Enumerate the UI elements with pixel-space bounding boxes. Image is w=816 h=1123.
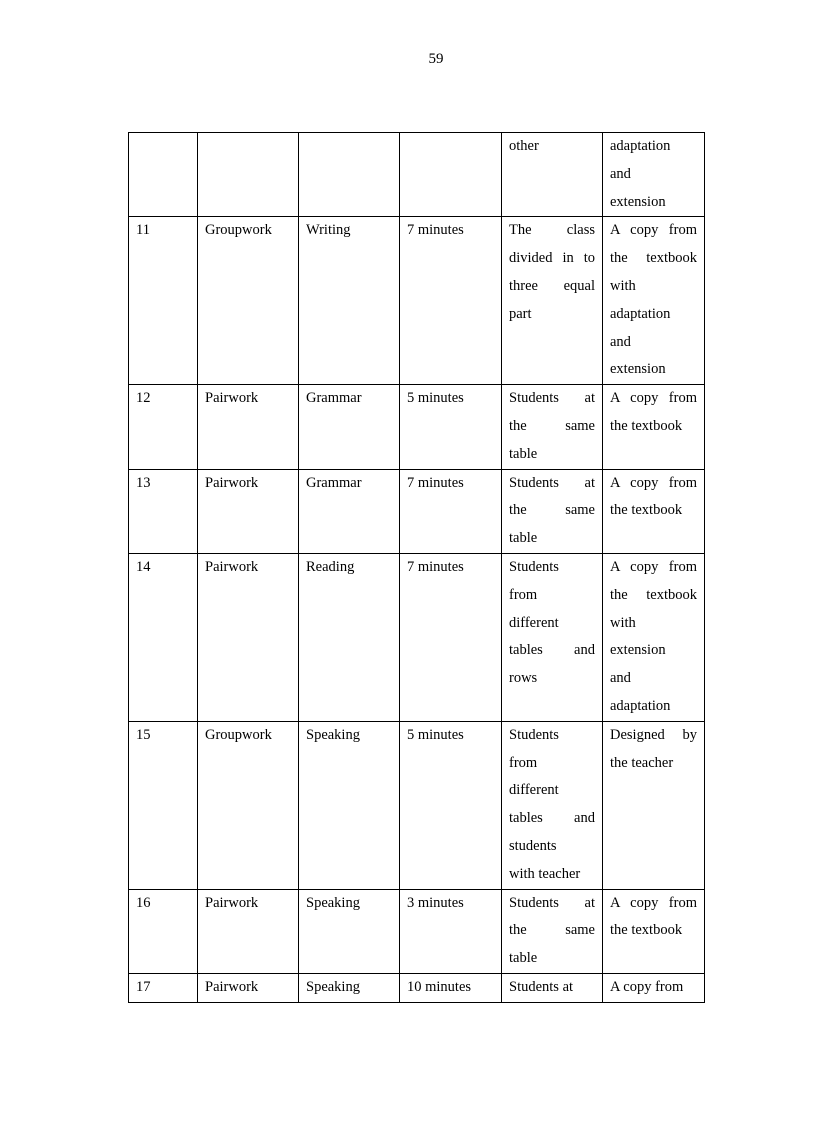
cell-text-line: the textbook xyxy=(610,922,683,939)
cell-number: 15 xyxy=(129,721,198,889)
cell-time: 7 minutes xyxy=(400,217,502,385)
cell-text-line: A copy from xyxy=(610,390,697,407)
cell-seating xyxy=(502,469,603,553)
cell-skill: Grammar xyxy=(299,469,400,553)
cell-text-line: Students at xyxy=(509,390,595,407)
cell-skill: Writing xyxy=(299,217,400,385)
cell-text-line: other xyxy=(509,138,539,154)
cell-interaction-form xyxy=(198,133,299,217)
cell-text-line: Students at xyxy=(509,894,595,911)
cell-text-line: A copy from xyxy=(610,978,684,995)
cell-text-line: with teacher xyxy=(509,865,581,882)
cell-text-line: the teacher xyxy=(610,754,674,771)
page-number: 59 xyxy=(428,51,444,67)
cell-seating xyxy=(502,553,603,721)
cell-text-line: Designed by xyxy=(610,726,697,743)
cell-text-line: and xyxy=(610,165,631,182)
cell-text-line: extension xyxy=(610,361,666,378)
cell-time: 7 minutes xyxy=(400,469,502,553)
cell-text-line: adaptation xyxy=(610,697,671,714)
cell-text-line: from xyxy=(509,586,538,603)
cell-text-line: with xyxy=(610,614,636,631)
cell-material xyxy=(603,973,705,1002)
cell-interaction-form: Groupwork xyxy=(198,721,299,889)
cell-text-line: Students xyxy=(509,558,559,575)
cell-seating xyxy=(502,133,603,217)
cell-time: 5 minutes xyxy=(400,721,502,889)
table-row xyxy=(129,553,705,721)
cell-text-line: the textbook xyxy=(610,417,683,434)
cell-text-line: A copy from xyxy=(610,222,697,239)
cell-text-line: Students at xyxy=(509,474,595,491)
cell-material xyxy=(603,133,705,217)
cell-skill: Speaking xyxy=(299,973,400,1002)
cell-number: 12 xyxy=(129,385,198,469)
cell-seating xyxy=(502,385,603,469)
cell-skill: Grammar xyxy=(299,385,400,469)
cell-seating xyxy=(502,217,603,385)
cell-text-line: adaptation xyxy=(610,305,671,322)
cell-material xyxy=(603,469,705,553)
cell-text-line: The class xyxy=(509,222,595,239)
cell-text-line: the same xyxy=(509,922,595,939)
cell-number: 16 xyxy=(129,889,198,973)
cell-text-line: A copy from xyxy=(610,894,697,911)
cell-text-line: different xyxy=(509,782,559,799)
cell-material xyxy=(603,721,705,889)
cell-text-line: extension xyxy=(610,642,666,659)
cell-material xyxy=(603,553,705,721)
cell-text-line: different xyxy=(509,614,559,631)
cell-text-line: tables and xyxy=(509,810,595,827)
cell-text-line: the textbook xyxy=(610,502,683,519)
cell-text-line: the textbook xyxy=(610,586,697,603)
cell-text-line: the textbook xyxy=(610,250,697,267)
cell-interaction-form: Pairwork xyxy=(198,889,299,973)
table-body xyxy=(129,133,705,1003)
cell-interaction-form: Pairwork xyxy=(198,385,299,469)
cell-material xyxy=(603,385,705,469)
activity-table xyxy=(128,132,705,1003)
cell-text-line: and xyxy=(610,333,631,350)
cell-number: 14 xyxy=(129,553,198,721)
cell-text-line: and xyxy=(610,670,631,687)
cell-text-line: table xyxy=(509,530,538,547)
cell-text-line: adaptation xyxy=(610,138,671,154)
cell-text-line: A copy from xyxy=(610,558,697,575)
table-row xyxy=(129,721,705,889)
cell-seating xyxy=(502,973,603,1002)
cell-text-line: from xyxy=(509,754,538,771)
cell-material xyxy=(603,889,705,973)
cell-time: 7 minutes xyxy=(400,553,502,721)
cell-time: 5 minutes xyxy=(400,385,502,469)
cell-text-line: table xyxy=(509,445,538,462)
cell-text-line: three equal xyxy=(509,277,595,294)
cell-text-line: Students at xyxy=(509,978,574,995)
cell-number: 11 xyxy=(129,217,198,385)
table-row xyxy=(129,385,705,469)
cell-number: 17 xyxy=(129,973,198,1002)
cell-number xyxy=(129,133,198,217)
cell-text-line: the same xyxy=(509,502,595,519)
table-row xyxy=(129,973,705,1002)
cell-interaction-form: Pairwork xyxy=(198,973,299,1002)
cell-seating xyxy=(502,889,603,973)
cell-text-line: with xyxy=(610,277,636,294)
table-row xyxy=(129,469,705,553)
cell-interaction-form: Pairwork xyxy=(198,553,299,721)
cell-skill xyxy=(299,133,400,217)
cell-text-line: Students xyxy=(509,726,559,743)
cell-text-line: divided in to xyxy=(509,250,595,267)
cell-skill: Speaking xyxy=(299,889,400,973)
table-row xyxy=(129,889,705,973)
cell-text-line: table xyxy=(509,950,538,967)
cell-material xyxy=(603,217,705,385)
cell-interaction-form: Pairwork xyxy=(198,469,299,553)
cell-time: 3 minutes xyxy=(400,889,502,973)
cell-skill: Reading xyxy=(299,553,400,721)
cell-time xyxy=(400,133,502,217)
cell-seating xyxy=(502,721,603,889)
table-row xyxy=(129,133,705,217)
cell-interaction-form: Groupwork xyxy=(198,217,299,385)
cell-text-line: students xyxy=(509,837,557,854)
cell-time: 10 minutes xyxy=(400,973,502,1002)
cell-text-line: part xyxy=(509,305,532,322)
cell-text-line: the same xyxy=(509,417,595,434)
cell-skill: Speaking xyxy=(299,721,400,889)
cell-text-line: extension xyxy=(610,193,666,210)
cell-text-line: rows xyxy=(509,670,538,687)
cell-text-line: tables and xyxy=(509,642,595,659)
cell-number: 13 xyxy=(129,469,198,553)
table-row xyxy=(129,217,705,385)
cell-text-line: A copy from xyxy=(610,474,697,491)
